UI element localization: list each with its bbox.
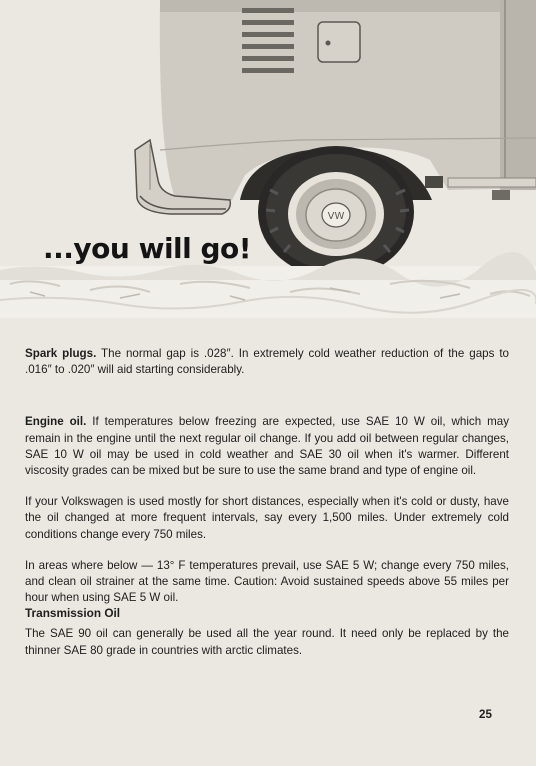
engine-oil-paragraph (25, 414, 509, 479)
van-illustration (0, 0, 536, 318)
engine-oil-paragraph-3: In areas where below — 13° F temperatures prevail, use SAE 5 W; change every 750 miles, and clean oil strainer at the same time. Caution: Avoid sustained speeds above 55 miles per hour when using SAE 5 W oil. (25, 558, 509, 605)
svg-text:VW: VW (327, 211, 345, 222)
engine-oil-lead: Engine oil. (25, 415, 87, 429)
transmission-oil-heading: Transmission Oil (25, 606, 121, 621)
spark-plugs-paragraph (25, 346, 509, 378)
spark-plugs-lead: Spark plugs. (25, 347, 97, 360)
page-content (25, 346, 509, 659)
transmission-oil-paragraph: The SAE 90 oil can generally be used all the year round. It need only be replaced by the thinner SAE 80 grade in countries with arctic climates. (25, 627, 509, 657)
spark-plugs-text: The normal gap is .028″. In extremely cold weather reduction of the gaps to .016″ to .020″ will aid starting considerably. (25, 347, 509, 377)
page-number: 25 (479, 708, 492, 721)
engine-oil-text: If temperatures below freezing are expected, use SAE 10 W oil, which may remain in the engine until the next regular oil change. If you add oil between regular changes, SAE 10 W oil may be used in cold weather and SAE 30 oil when it's warmer. Different viscosity grades can be mixed but be sure to use the same brand and type of engine oil. (25, 415, 509, 478)
headline: ...you will go! (43, 232, 252, 265)
engine-oil-paragraph-2: If your Volkswagen is used mostly for short distances, especially when it's cold or dusty, have the oil changed at more frequent intervals, say every 1,500 miles. Under extremely cold conditions change every 750 miles. (25, 495, 509, 541)
